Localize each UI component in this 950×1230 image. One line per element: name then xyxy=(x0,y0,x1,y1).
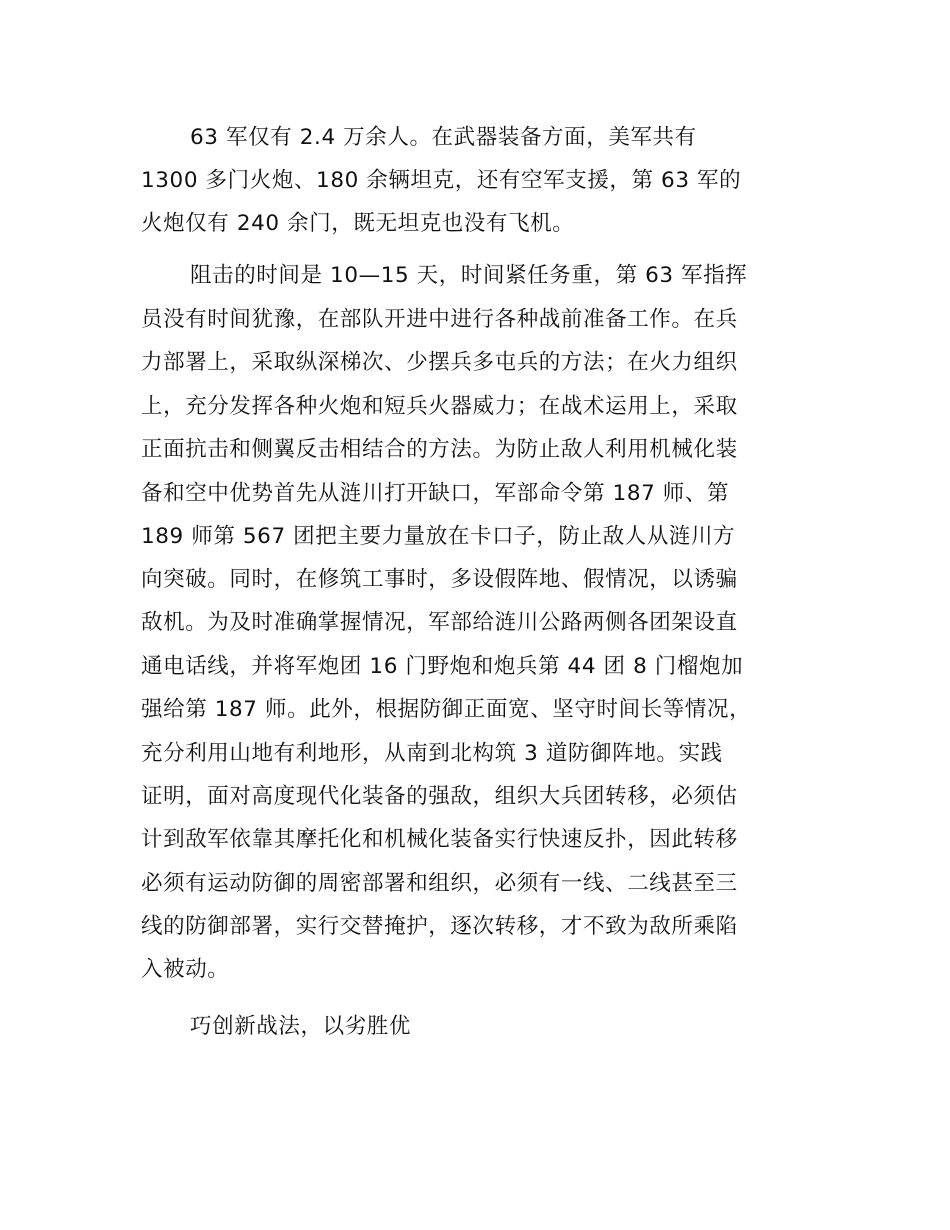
text-line: 正面抗击和侧翼反击相结合的方法。为防止敌人利用机械化装 xyxy=(141,437,738,462)
text-line: 必须有运动防御的周密部署和组织，必须有一线、二线甚至三 xyxy=(141,871,738,896)
text-line: 通电话线，并将军炮团 16 门野炮和炮兵第 44 团 8 门榴炮加 xyxy=(141,654,744,679)
text-line: 强给第 187 师。此外，根据防御正面宽、坚守时间长等情况， xyxy=(141,697,752,722)
text-line: 63 军仅有 2.4 万余人。在武器装备方面，美军共有 xyxy=(190,125,697,150)
text-line: 189 师第 567 团把主要力量放在卡口子，防止敌人从涟川方 xyxy=(141,524,736,549)
text-line: 备和空中优势首先从涟川打开缺口，军部命令第 187 师、第 xyxy=(141,481,730,506)
text-line: 火炮仅有 240 余门，既无坦克也没有飞机。 xyxy=(141,211,575,236)
text-line: 上，充分发挥各种火炮和短兵火器威力；在战术运用上，采取 xyxy=(141,394,738,419)
text-line: 充分利用山地有利地形，从南到北构筑 3 道防御阵地。实践 xyxy=(141,741,723,766)
text-line: 员没有时间犹豫，在部队开进中进行各种战前准备工作。在兵 xyxy=(141,307,738,332)
text-line: 敌机。为及时准确掌握情况，军部给涟川公路两侧各团架设直 xyxy=(141,610,738,635)
text-line: 计到敌军依靠其摩托化和机械化装备实行快速反扑，因此转移 xyxy=(141,827,738,852)
text-line: 力部署上，采取纵深梯次、少摆兵多屯兵的方法；在火力组织 xyxy=(141,350,738,375)
section-heading: 巧创新战法，以劣胜优 xyxy=(190,1014,412,1039)
text-line: 证明，面对高度现代化装备的强敌，组织大兵团转移，必须估 xyxy=(141,784,738,809)
text-line: 线的防御部署，实行交替掩护，逐次转移，才不致为敌所乘陷 xyxy=(141,914,738,939)
text-line: 阻击的时间是 10—15 天，时间紧任务重，第 63 军指挥 xyxy=(190,263,748,288)
text-line: 入被动。 xyxy=(141,957,230,982)
text-line: 向突破。同时，在修筑工事时，多设假阵地、假情况，以诱骗 xyxy=(141,567,738,592)
text-line: 1300 多门火炮、180 余辆坦克，还有空军支援，第 63 军的 xyxy=(141,168,742,193)
